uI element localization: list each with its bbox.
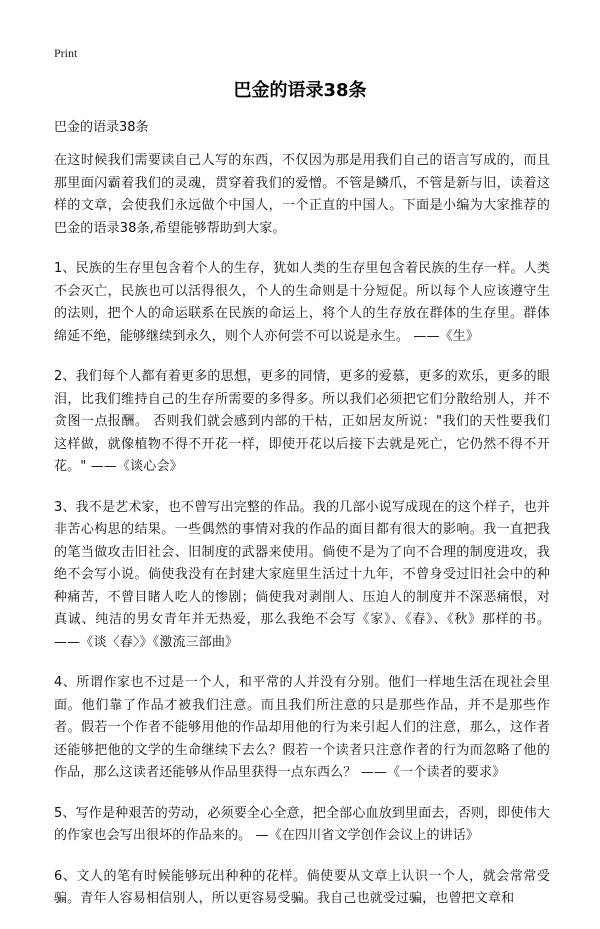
paragraph-quote-3: 3、我不是艺术家，也不曾写出完整的作品。我的几部小说写成现在的这个样子，也并非苦心构思的结果。一些偶然的事情对我的作品的面目都有很大的影响。我一直把我的笔当做攻击旧社会、旧制度的武器来使用。倘使不是为了向不合理的制度进攻，我绝不会写小说。倘使我没有在封建大家庭里生活过十九年，不曾身受过旧社会中的种种痛苦，不曾目睹人吃人的惨剧；倘使我对剥削人、压迫人的制度并不深恶痛恨，对真诚、纯洁的男女青年并无热爱，那么我绝不会写《家》、《春》、《秋》那样的书。 ——《谈〈春〉》《激流三部曲》 [54, 499, 550, 650]
paragraph-quote-1: 1、民族的生存里包含着个人的生存，犹如人类的生存里包含着民族的生存一样。人类不会灭亡，民族也可以活得很久，个人的生命则是十分短促。所以每个人应该遵守生的法则，把个人的命运联系在民族的命运上，将个人的生存放在群体的生存里。群体绵延不绝，能够继续到永久，则个人亦何尝不可以说是永生。 ——《生》 [54, 261, 550, 344]
paragraph-quote-6: 6、文人的笔有时候能够玩出种种的花样。倘使要从文章上认识一个人，就会常常受骗。青年人容易相信别人，所以更容易受骗。我自己也就受过骗，也曾把文章和 [54, 868, 550, 906]
document-title: 巴金的语录38条 [233, 80, 367, 101]
print-link[interactable]: Print [54, 46, 78, 60]
document-subtitle: 巴金的语录38条 [54, 120, 149, 135]
paragraph-quote-2: 2、我们每个人都有着更多的思想，更多的同情，更多的爱慕，更多的欢乐，更多的眼泪，比我们维持自己的生存所需要的多得多。所以我们必须把它们分散给别人，并不贪图一点报酬。 否则我们就会感到内部的干枯，正如居友所说："我们的天性要我们这样做，就像植物不得不开花一样，即使开花以后接下去就是死亡，它仍然不得不开花。" ——《谈心会》 [54, 369, 550, 474]
paragraph-quote-5: 5、写作是种艰苦的劳动，必须要全心全意，把全部心血放到里面去，否则，即使伟大的作家也会写出很坏的作品来的。 —《在四川省文学创作会议上的讲话》 [54, 805, 550, 843]
paragraph-quote-4: 4、所谓作家也不过是一个人，和平常的人并没有分别。他们一样地生活在现社会里面。他们靠了作品才被我们注意。而且我们所注意的只是那些作品，并不是那些作者。假若一个作者不能够用他的作品却用他的行为来引起人们的注意，那么，这作者还能够把他的文学的生命继续下去么？假若一个读者只注意作者的行为而忽略了他的作品，那么这读者还能够从作品里获得一点东西么？ ——《一个读者的要求》 [54, 675, 550, 780]
paragraph-intro: 在这时候我们需要读自己人写的东西，不仅因为那是用我们自己的语言写成的，而且那里面闪霸着我们的灵魂，贯穿着我们的爱憎。不管是鳞爪，不管是新与旧，读着这样的文章，会使我们永远做个中国人，一个正直的中国人。下面是小编为大家推荐的巴金的语录38条,希望能够帮助到大家。 [54, 153, 550, 236]
article-body [54, 150, 550, 929]
